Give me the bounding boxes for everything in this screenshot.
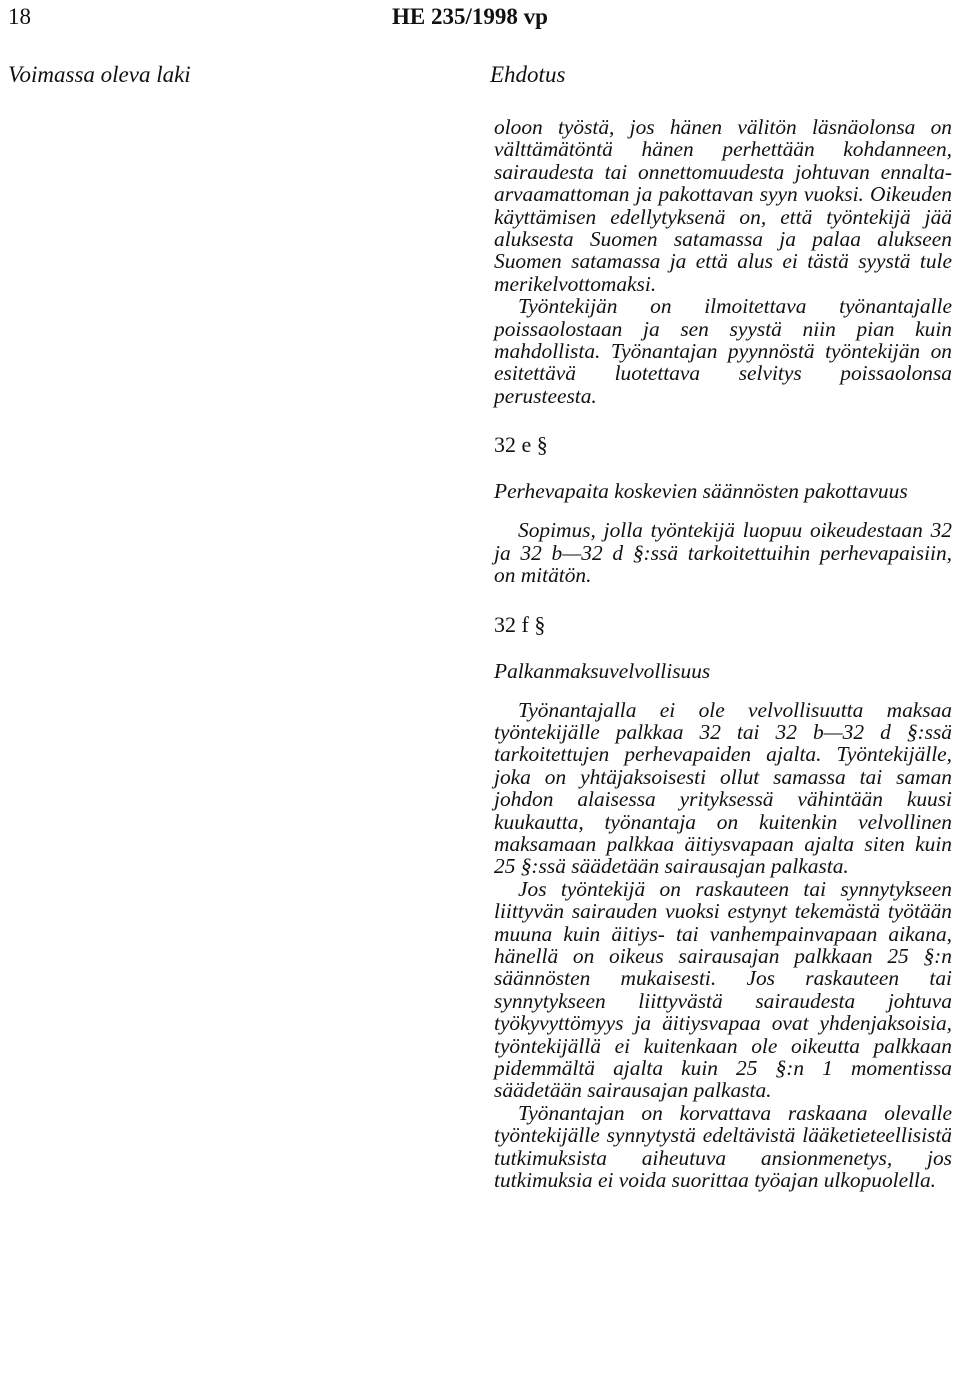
right-column-heading: Ehdotus [490,62,566,87]
section-32f-paragraph-2: Jos työntekijä on raskauteen tai synnytykseen liittyvän sairauden vuoksi estynyt tekemästä työtään muuna kuin äitiys- tai vanhempainvapaan aikana, hänellä on oikeus sairausajan palkkaan 25 §:n säännösten mukaisesti. Jos raskauteen tai synnytykseen liittyvästä sairaudesta johtuva työkyvyttömyys ja äitiysvapaa ovat yhdenjaksoisia, työntekijällä ei kuitenkaan ole oikeutta palkkaan pidemmältä ajalta kuin 25 §:n 1 momentissa säädetään sairausajan palkasta. [494,876,952,1103]
section-number-32f: 32 f § [494,611,546,637]
continuation-paragraph-2: Työntekijän on ilmoitettava työnantajalle poissaolostaan ja sen syystä niin pian kuin mahdollista. Työnantajan pyynnöstä työntekijän on esitettävä luotettava selvitys poissaolonsa perusteesta. [494,294,952,408]
continuation-paragraph: oloon työstä, jos hänen välitön läsnäolonsa on välttämätöntä hänen perhettään kohdanneen, sairaudesta tai onnettomuudesta johtuvan ennalta-arvaamattoman ja pakottavan syyn vuoksi. Oikeuden käyttämisen edellytyksenä on, että työntekijä jää aluksesta Suomen satamassa ja palaa alukseen Suomen satamassa ja että alus ei tästä syystä tule merikelvottomaksi. [494,115,952,296]
section-number-32e: 32 e § [494,432,548,458]
section-32e-paragraph: Sopimus, jolla työntekijä luopuu oikeudestaan 32 ja 32 b—32 d §:ssä tarkoitettuihin perhevapaisiin, on mitätön. [494,518,952,588]
page-number: 18 [8,4,31,29]
section-title-32f: Palkanmaksuvelvollisuus [494,658,711,683]
proposal-column [494,116,952,1191]
section-32f-paragraph-1: Työnantajalla ei ole velvollisuutta maksaa työntekijälle palkkaa 32 tai 32 b—32 d §:ssä tarkoitettujen perhevapaiden ajalta. Työntekijälle, joka on yhtäjaksoisesti ollut samassa tai saman johdon alaisessa yrityksessä vähintään kuusi kuukautta, työnantaja on kuitenkin velvollinen maksamaan palkkaa äitiysvapaan ajalta siten kuin 25 §:ssä säädetään sairausajan palkasta. [494,697,952,879]
left-column-heading: Voimassa oleva laki [8,62,191,87]
section-32f-paragraph-3: Työnantajan on korvattava raskaana olevalle työntekijälle synnytystä edeltävistä lääketieteellisistä tutkimuksista aiheutuva ansionmenetys, jos tutkimuksia ei voida suorittaa työajan ulkopuolella. [494,1100,952,1193]
section-title-32e: Perhevapaita koskevien säännösten pakottavuus [494,479,908,504]
document-id: HE 235/1998 vp [392,4,548,29]
